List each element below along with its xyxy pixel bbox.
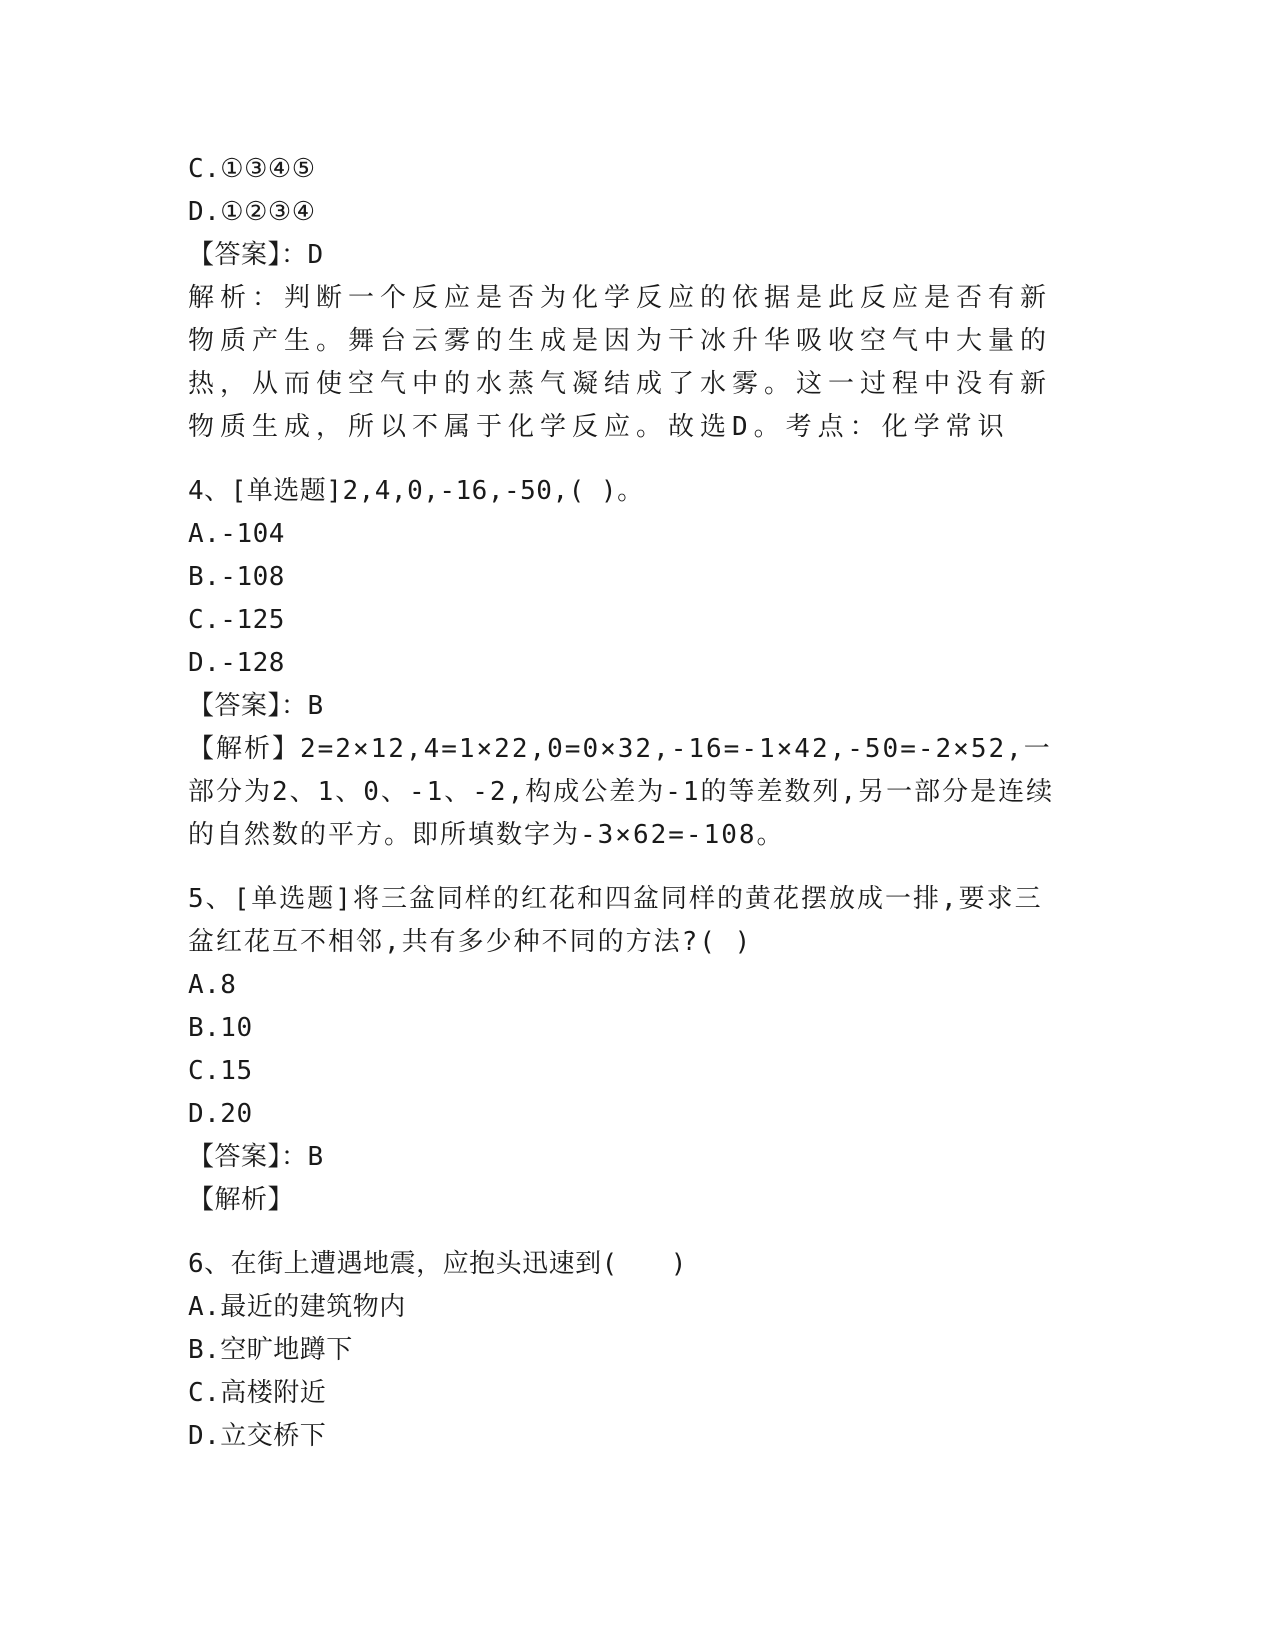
option-d: D.20	[188, 1099, 253, 1129]
question-5	[188, 878, 1088, 1222]
answer: 【答案】：B	[188, 1142, 324, 1172]
option-d: D.-128	[188, 648, 285, 678]
analysis: 解析：判断一个反应是否为化学反应的依据是此反应是否有新物质产生。舞台云雾的生成是因为干冰升华吸收空气中大量的热，从而使空气中的水蒸气凝结成了水雾。这一过程中没有新物质生成，所以不属于化学反应。故选D。考点：化学常识	[188, 283, 1053, 442]
option-b: B.空旷地蹲下	[188, 1335, 353, 1365]
question-4	[188, 470, 1088, 857]
question-text: 5、[单选题]将三盆同样的红花和四盆同样的黄花摆放成一排,要求三盆红花互不相邻,共有多少种不同的方法?( )	[188, 884, 1043, 957]
question-6	[188, 1243, 1088, 1458]
question-text: 4、[单选题]2,4,0,-16,-50,( )。	[188, 476, 644, 506]
answer: 【答案】：D	[188, 240, 324, 270]
analysis: 【解析】2=2×12,4=1×22,0=0×32,-16=-1×42,-50=-2×52,一部分为2、1、0、-1、-2,构成公差为-1的等差数列,另一部分是连续的自然数的平方。即所填数字为-3×62=-108。	[188, 734, 1055, 850]
option-c: C.①③④⑤	[188, 154, 316, 184]
question-3-tail	[188, 148, 1088, 449]
option-c: C.15	[188, 1056, 253, 1086]
analysis: 【解析】	[188, 1185, 295, 1215]
option-a: A.8	[188, 970, 237, 1000]
option-b: B.-108	[188, 562, 285, 592]
option-c: C.-125	[188, 605, 285, 635]
document-page	[188, 148, 1088, 1458]
option-d: D.立交桥下	[188, 1421, 327, 1451]
option-a: A.-104	[188, 519, 285, 549]
option-a: A.最近的建筑物内	[188, 1292, 406, 1322]
question-text: 6、在街上遭遇地震，应抱头迅速到( )	[188, 1249, 687, 1279]
option-d: D.①②③④	[188, 197, 316, 227]
option-c: C.高楼附近	[188, 1378, 327, 1408]
answer: 【答案】：B	[188, 691, 324, 721]
option-b: B.10	[188, 1013, 253, 1043]
